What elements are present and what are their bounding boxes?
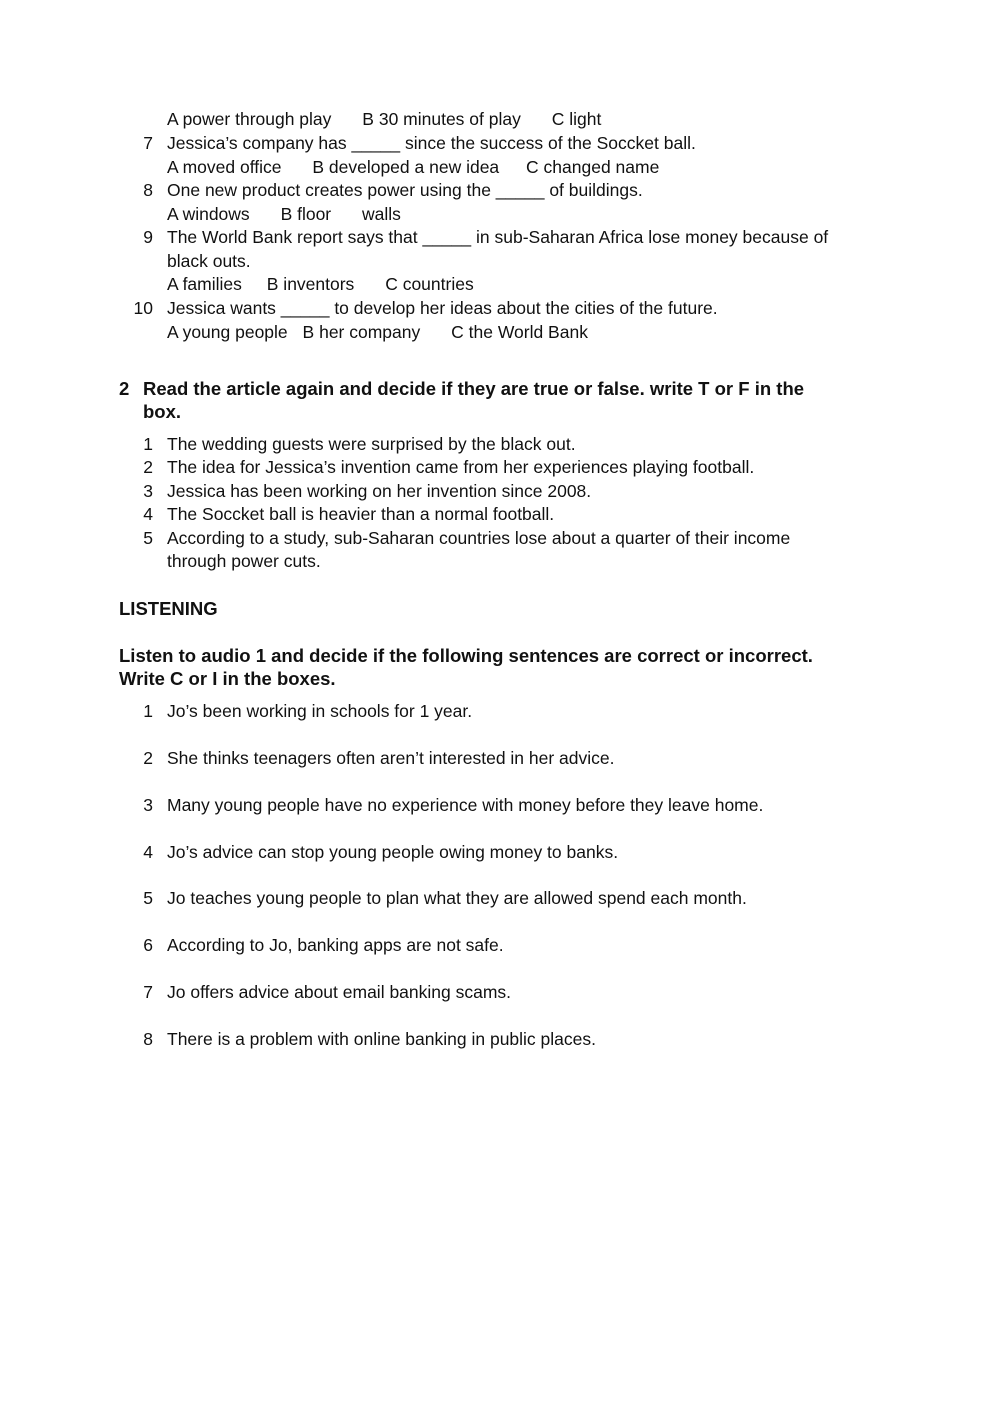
q8-option-a: A windows xyxy=(167,204,250,224)
q8-number: 8 xyxy=(143,180,153,200)
listening-item-text: According to Jo, banking apps are not safe. xyxy=(167,935,504,955)
part2-heading-line2: box. xyxy=(143,401,182,422)
q8-option-b: B floor xyxy=(280,204,332,224)
tf-item-number: 1 xyxy=(143,434,153,454)
q10-options xyxy=(167,321,588,344)
listening-item-number: 3 xyxy=(143,795,153,815)
tf-item-number: 2 xyxy=(143,457,153,477)
q8-options xyxy=(167,203,401,226)
q7-option-b: B developed a new idea xyxy=(312,157,500,177)
listening-item-text: She thinks teenagers often aren’t interested in her advice. xyxy=(167,748,615,768)
tf-item-number: 4 xyxy=(143,504,153,524)
q7-options xyxy=(167,156,659,179)
listening-title: LISTENING xyxy=(119,598,218,619)
q6-option-c: C light xyxy=(551,109,602,129)
q9-options xyxy=(167,273,474,296)
q10-option-c: C the World Bank xyxy=(451,322,588,342)
listening-item-text: There is a problem with online banking in public places. xyxy=(167,1029,596,1049)
tf-item-number: 5 xyxy=(143,528,153,548)
listening-item-number: 4 xyxy=(143,842,153,862)
q9-text-line1: The World Bank report says that _____ in sub-Saharan Africa lose money because of xyxy=(167,227,829,247)
listening-item-text: Jo teaches young people to plan what they are allowed spend each month. xyxy=(167,888,747,908)
q7-option-c: C changed name xyxy=(526,157,660,177)
tf-item-text: According to a study, sub-Saharan countries lose about a quarter of their income xyxy=(167,528,791,548)
listening-item-text: Jo’s been working in schools for 1 year. xyxy=(167,701,473,721)
q9-number: 9 xyxy=(143,227,153,247)
q9-option-b: B inventors xyxy=(266,274,355,294)
listening-item-number: 6 xyxy=(143,935,153,955)
listening-item-text: Many young people have no experience with money before they leave home. xyxy=(167,795,764,815)
listening-item-number: 2 xyxy=(143,748,153,768)
q9-option-c: C countries xyxy=(385,274,474,294)
q8-option-c: walls xyxy=(362,204,401,224)
q7-text: Jessica’s company has _____ since the success of the Soccket ball. xyxy=(167,133,696,153)
q7-number: 7 xyxy=(143,133,153,153)
listening-instruction-line2: Write C or I in the boxes. xyxy=(119,668,336,689)
listening-instruction-line1: Listen to audio 1 and decide if the following sentences are correct or incorrect. xyxy=(119,645,813,666)
tf-item-text: The Soccket ball is heavier than a normal football. xyxy=(167,504,555,524)
q10-option-b: B her company xyxy=(302,322,421,342)
q6-option-a: A power through play xyxy=(167,109,332,129)
tf-item-text: The wedding guests were surprised by the black out. xyxy=(167,434,576,454)
q10-option-a: A young people xyxy=(167,322,288,342)
tf-item-text: The idea for Jessica’s invention came from her experiences playing football. xyxy=(167,457,755,477)
listening-item-text: Jo offers advice about email banking scams. xyxy=(167,982,512,1002)
listening-item-number: 1 xyxy=(143,701,153,721)
part2-number: 2 xyxy=(119,378,130,399)
q9-option-a: A families xyxy=(167,274,242,294)
tf-item-text: Jessica has been working on her invention since 2008. xyxy=(167,481,592,501)
q8-text: One new product creates power using the _____ of buildings. xyxy=(167,180,643,200)
listening-item-number: 8 xyxy=(143,1029,153,1049)
listening-item-number: 5 xyxy=(143,888,153,908)
q6-option-b: B 30 minutes of play xyxy=(362,109,521,129)
q9-text-line2: black outs. xyxy=(167,251,251,271)
q7-option-a: A moved office xyxy=(167,157,282,177)
tf-item-text-cont: through power cuts. xyxy=(167,551,321,571)
listening-item-text: Jo’s advice can stop young people owing money to banks. xyxy=(167,842,619,862)
q6-options xyxy=(167,108,601,131)
listening-item-number: 7 xyxy=(143,982,153,1002)
tf-item-number: 3 xyxy=(143,481,153,501)
q10-number: 10 xyxy=(133,298,153,318)
part2-heading-line1: Read the article again and decide if they are true or false. write T or F in the xyxy=(143,378,805,399)
q10-text: Jessica wants _____ to develop her ideas about the cities of the future. xyxy=(167,298,718,318)
